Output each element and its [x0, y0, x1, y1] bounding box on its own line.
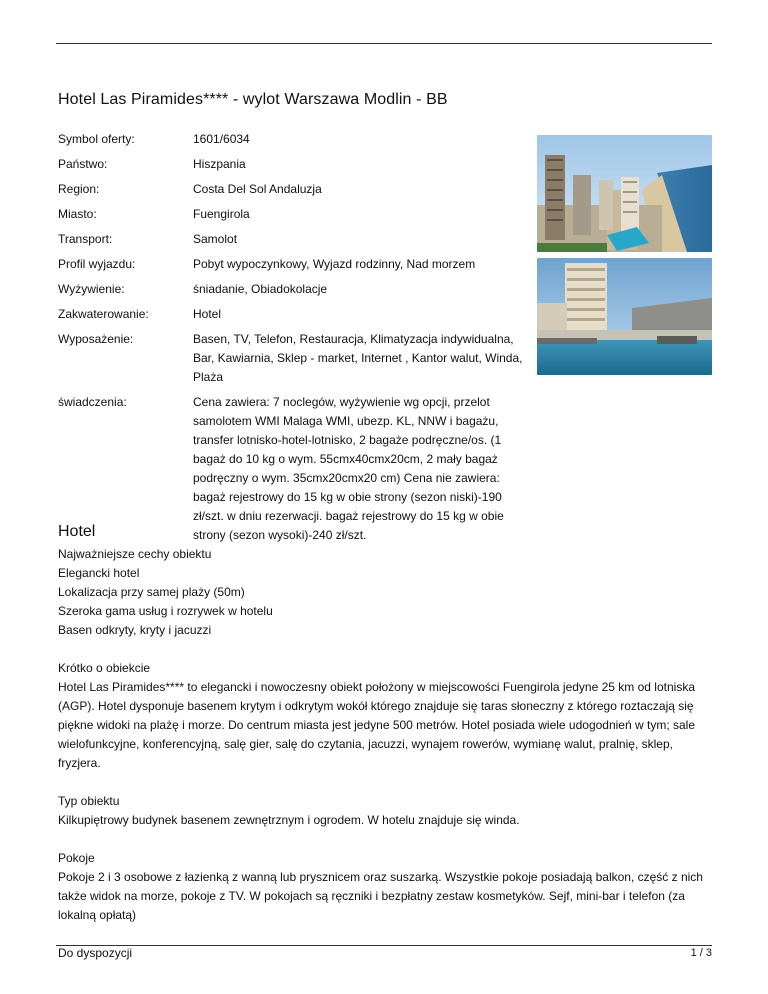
hotel-photo-aerial	[537, 135, 712, 252]
spec-value: Hiszpania	[193, 157, 246, 171]
hotel-description	[58, 545, 718, 963]
spec-label: Profil wyjazdu:	[58, 257, 136, 271]
spec-label: Wyposażenie:	[58, 332, 134, 346]
spec-value: Pobyt wypoczynkowy, Wyjazd rodzinny, Nad morzem	[193, 257, 476, 271]
spec-row	[58, 180, 528, 199]
spec-row	[58, 330, 528, 387]
spec-label: świadczenia:	[58, 395, 127, 409]
spec-row	[58, 205, 528, 224]
spec-label: Region:	[58, 182, 100, 196]
available-heading: Do dyspozycji	[58, 946, 133, 960]
spec-row	[58, 255, 528, 274]
spec-row	[58, 230, 528, 249]
section-heading-hotel: Hotel	[58, 523, 96, 540]
spec-value: 1601/6034	[193, 132, 250, 146]
spec-value: Samolot	[193, 232, 238, 246]
rooms-text: Pokoje 2 i 3 osobowe z łazienką z wanną lub prysznicem oraz suszarką. Wszystkie pokoje posiadają balkon, część z nich także widok na morze, pokoje z TV. W pokojach są ręczniki i bezpłatny zestaw kosmetyków. Sejf, mini-bar i telefon (za lokalną opłatą)	[58, 870, 703, 922]
spec-row	[58, 393, 528, 545]
spec-value: Cena zawiera: 7 noclegów, wyżywienie wg opcji, przelot samolotem WMI Malaga WMI, ubezp. KL, NNW i bagażu, transfer lotnisko-hotel-lotnisko, 2 bagaże podręczne/os. (1 bagaż do 10 kg o wym. 55cmx40cmx20cm, 2 mały bagaż podręczny o wym. 35cmx20cmx20 cm) Cena nie zawiera: bagaż rejestrowy do 15 kg w obie strony (sezon niski)-190 zł/szt. w dniu rezerwacji. bagaż rejestrowy do 15 kg w obie strony (sezon wysoki)-240 zł/szt.	[193, 395, 504, 542]
spec-label: Zakwaterowanie:	[58, 307, 149, 321]
spec-row	[58, 280, 528, 299]
type-heading: Typ obiektu	[58, 794, 120, 808]
about-heading: Krótko o obiekcie	[58, 661, 151, 675]
bottom-rule	[56, 945, 712, 946]
feature-item: Basen odkryty, kryty i jacuzzi	[58, 623, 212, 637]
spec-value: Costa Del Sol Andaluzja	[193, 182, 322, 196]
spec-value: Basen, TV, Telefon, Restauracja, Klimatyzacja indywidualna, Bar, Kawiarnia, Sklep - market, Internet , Kantor walut, Winda, Plaża	[193, 332, 523, 384]
spec-row	[58, 130, 528, 149]
feature-item: Elegancki hotel	[58, 566, 140, 580]
page-number: 1 / 3	[690, 947, 712, 959]
hotel-photo-pool	[537, 258, 712, 375]
spec-label: Państwo:	[58, 157, 108, 171]
rooms-heading: Pokoje	[58, 851, 95, 865]
offer-title: Hotel Las Piramides**** - wylot Warszawa Modlin - BB	[58, 91, 448, 108]
top-rule	[56, 43, 712, 44]
spec-label: Miasto:	[58, 207, 97, 221]
spec-label: Transport:	[58, 232, 113, 246]
about-text: Hotel Las Piramides**** to elegancki i nowoczesny obiekt położony w miejscowości Fuengirola jedyne 25 km od lotniska (AGP). Hotel dysponuje basenem krytym i odkrytym wokół którego znajduje się taras słoneczny z którego roztaczają się piękne widoki na plażę i morze. Do centrum miasta jest jedyne 500 metrów. Hotel posiada wiele udogodnień w tym; sale wielofunkcyjne, konferencyjną, salę gier, salę do czytania, jacuzzi, wynajem rowerów, wymianę walut, pralnię, sklep, fryzjera.	[58, 680, 695, 770]
spec-value: Hotel	[193, 307, 222, 321]
features-heading: Najważniejsze cechy obiektu	[58, 547, 212, 561]
offer-specs	[58, 130, 528, 551]
spec-row	[58, 305, 528, 324]
spec-row	[58, 155, 528, 174]
spec-value: śniadanie, Obiadokolacje	[193, 282, 328, 296]
feature-item: Szeroka gama usług i rozrywek w hotelu	[58, 604, 273, 618]
spec-label: Wyżywienie:	[58, 282, 125, 296]
spec-value: Fuengirola	[193, 207, 250, 221]
feature-item: Lokalizacja przy samej plaży (50m)	[58, 585, 245, 599]
spec-label: Symbol oferty:	[58, 132, 135, 146]
type-text: Kilkupiętrowy budynek basenem zewnętrznym i ogrodem. W hotelu znajduje się winda.	[58, 813, 520, 827]
